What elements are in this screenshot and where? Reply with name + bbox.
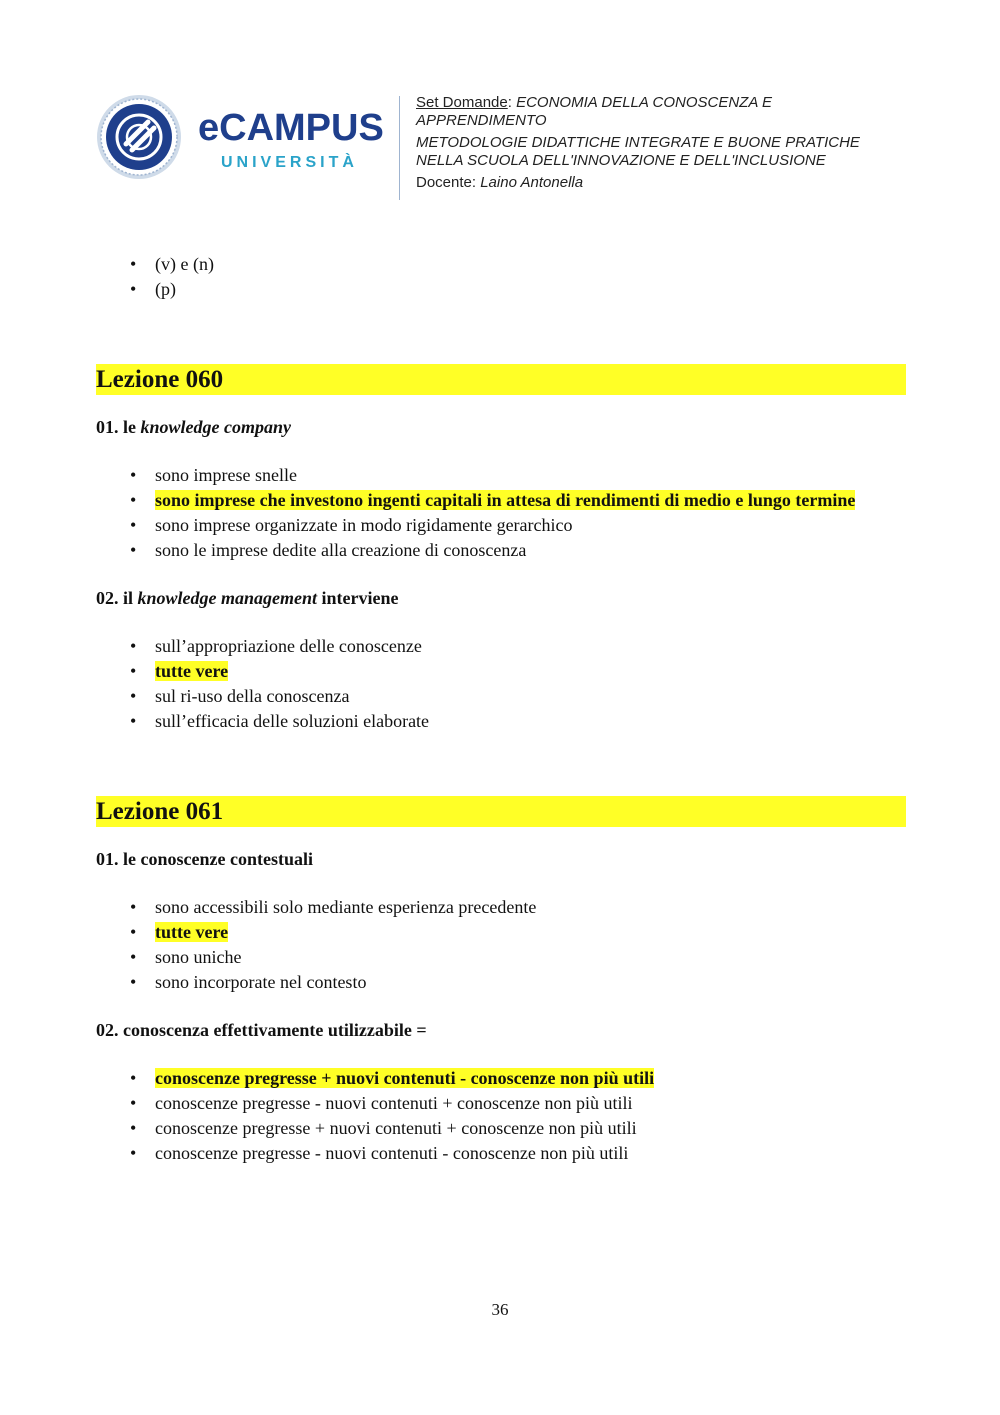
list-item: • sono accessibili solo mediante esperienza precedente [155,895,906,920]
docente: Docente: Laino Antonella [416,174,584,191]
question-061-02: 02. conoscenza effettivamente utilizzabile = [96,1020,427,1040]
list-item: • conoscenze pregresse + nuovi contenuti + conoscenze non più utili [155,1116,906,1141]
list-item-correct: • conoscenze pregresse + nuovi contenuti - conoscenze non più utili [155,1066,906,1091]
options-061-01 [96,895,906,995]
header-divider [399,96,400,200]
course-line1: METODOLOGIE DIDATTICHE INTEGRATE E BUONE PRATICHE [416,134,860,151]
list-item: • sul ri-uso della conoscenza [155,684,906,709]
list-item: • sull’efficacia delle soluzioni elaborate [155,709,906,734]
options-060-02 [96,634,906,734]
set-title-line2: APPRENDIMENTO [416,112,547,129]
list-item: • sono incorporate nel contesto [155,970,906,995]
lesson-title-061: Lezione 061 [96,796,906,827]
list-item: • sono imprese snelle [155,463,906,488]
carryover-list [96,252,906,302]
list-item-correct: • tutte vere [155,659,906,684]
header-info [416,94,911,192]
course-line2: NELLA SCUOLA DELL'INNOVAZIONE E DELL'INCLUSIONE [416,152,826,169]
list-item: • conoscenze pregresse - nuovi contenuti + conoscenze non più utili [155,1091,906,1116]
university-seal-icon [96,94,182,180]
options-061-02 [96,1066,906,1166]
options-060-01 [96,463,906,563]
list-item: • conoscenze pregresse - nuovi contenuti - conoscenze non più utili [155,1141,906,1166]
brand-subtitle: UNIVERSITÀ [221,154,358,171]
question-060-01: 01. le knowledge company [96,417,291,437]
list-item: • sono uniche [155,945,906,970]
ecampus-logo [96,94,396,184]
lesson-title-060: Lezione 060 [96,364,906,395]
question-061-01: 01. le conoscenze contestuali [96,849,313,869]
list-item: • sono le imprese dedite alla creazione di conoscenza [155,538,906,563]
page-header [96,90,906,202]
brand-name: eCAMPUS [198,107,384,149]
list-item: • sono imprese organizzate in modo rigidamente gerarchico [155,513,906,538]
list-item-correct: • sono imprese che investono ingenti capitali in attesa di rendimenti di medio e lungo termine [155,488,906,513]
list-item: • (v) e (n) [155,252,906,277]
list-item: • sull’appropriazione delle conoscenze [155,634,906,659]
list-item: • (p) [155,277,906,302]
page-content [96,252,906,1166]
page-number: 36 [491,1300,509,1319]
list-item-correct: • tutte vere [155,920,906,945]
question-060-02: 02. il knowledge management interviene [96,588,399,608]
set-title: Set Domande: ECONOMIA DELLA CONOSCENZA E [416,94,772,111]
